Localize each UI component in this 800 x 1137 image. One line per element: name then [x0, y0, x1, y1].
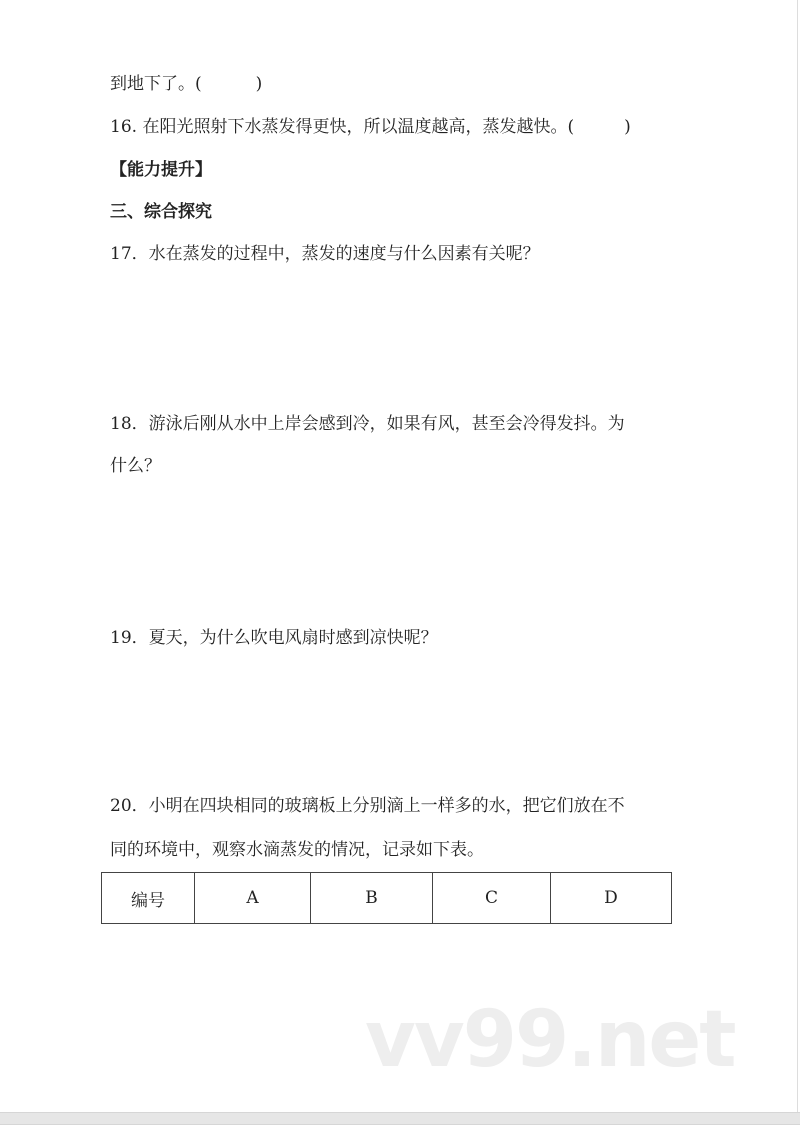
section-three-heading: 三、综合探究 — [110, 202, 212, 222]
watermark: vv99.net — [365, 995, 735, 1085]
question-18-line1: 18．游泳后刚从水中上岸会感到冷，如果有风，甚至会冷得发抖。为 — [110, 414, 625, 434]
question-16 — [110, 115, 631, 139]
question-18-line2: 什么？ — [110, 456, 161, 476]
question-20-line2: 同的环境中，观察水滴蒸发的情况，记录如下表。 — [110, 840, 484, 860]
q15-text: 到地下了。( — [110, 74, 202, 94]
q16-text: 16. 在阳光照射下水蒸发得更快，所以温度越高，蒸发越快。( — [110, 117, 575, 137]
table-cell: A — [195, 873, 311, 924]
page-separator — [0, 1112, 800, 1125]
table-cell: D — [551, 873, 672, 924]
question-17: 17．水在蒸发的过程中，蒸发的速度与什么因素有关呢？ — [110, 244, 540, 264]
question-19: 19．夏天，为什么吹电风扇时感到凉快呢？ — [110, 628, 438, 648]
record-table — [101, 872, 672, 924]
table-row — [102, 873, 672, 924]
table-cell: C — [433, 873, 551, 924]
table-cell: B — [311, 873, 433, 924]
table-cell: 编号 — [102, 873, 195, 924]
question-20-line1: 20．小明在四块相同的玻璃板上分别滴上一样多的水，把它们放在不 — [110, 796, 625, 816]
section-ability: 【能力提升】 — [110, 160, 212, 180]
q15-tail — [110, 72, 262, 96]
q15-close-paren: ) — [255, 74, 263, 94]
q16-close-paren: ) — [624, 117, 631, 137]
